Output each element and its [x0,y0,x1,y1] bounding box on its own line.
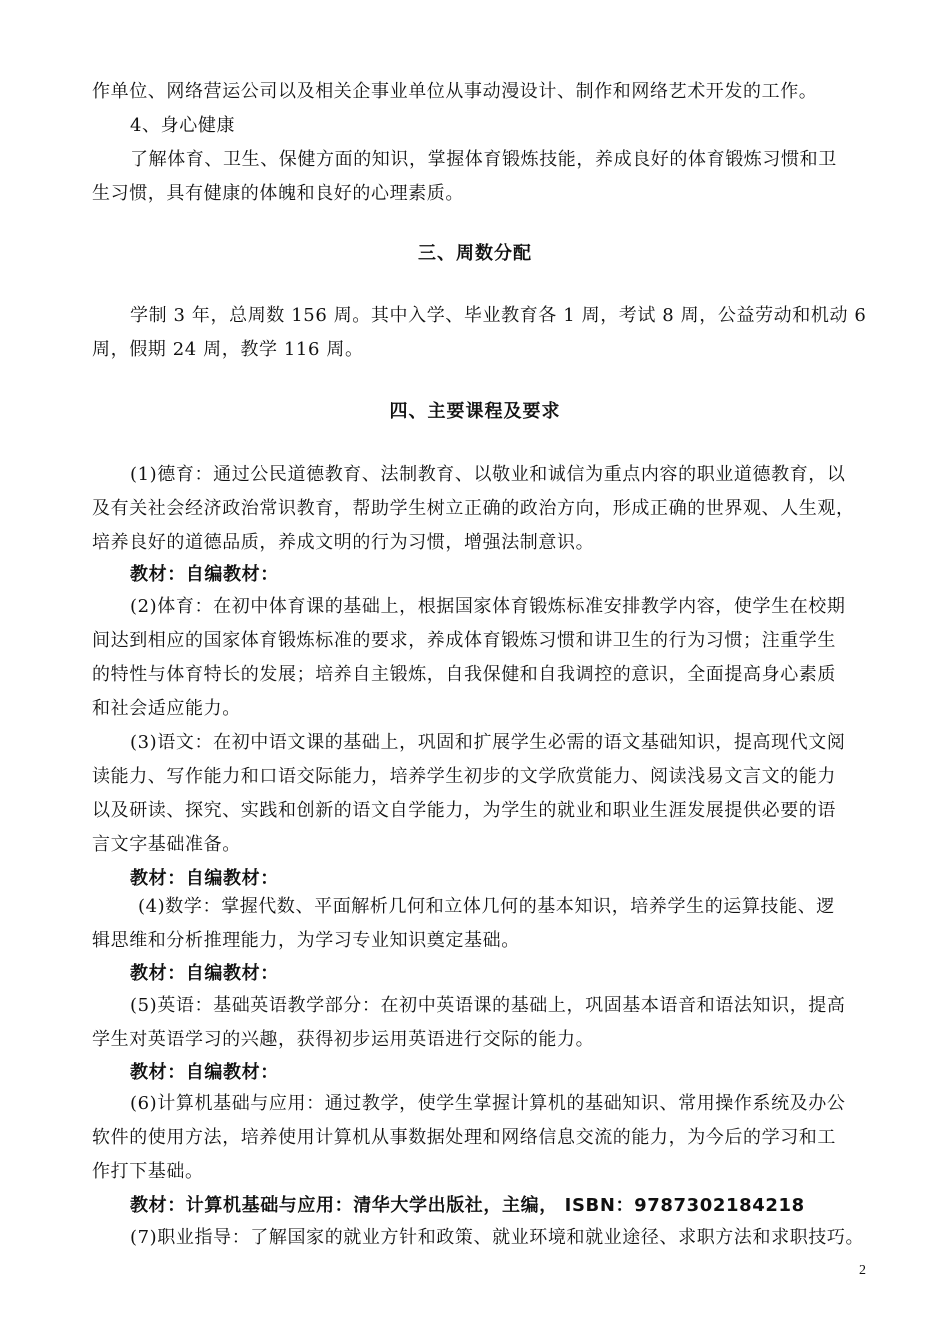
section-heading-courses: 四、主要课程及要求 [389,401,561,422]
course-moral-line: (1)德育：通过公民道德教育、法制教育、以敬业和诚信为重点内容的职业道德教育，以 [130,464,846,485]
page-number: 2 [859,1263,866,1278]
course-english-line: (5)英语：基础英语教学部分：在初中英语课的基础上，巩固基本语音和语法知识，提高 [130,995,846,1016]
course-pe-line: 的特性与体育特长的发展；培养自主锻炼，自我保健和自我调控的意识，全面提高身心素质 [92,664,836,685]
paragraph-line: 了解体育、卫生、保健方面的知识，掌握体育锻炼技能，养成良好的体育锻炼习惯和卫 [130,149,837,170]
course-chinese-line: 以及研读、探究、实践和创新的语文自学能力，为学生的就业和职业生涯发展提供必要的语 [92,800,836,821]
paragraph-line: 周，假期 24 周，教学 116 周。 [92,339,364,360]
course-math-line: (4)数学：掌握代数、平面解析几何和立体几何的基本知识，培养学生的运算技能、逻 [138,896,835,917]
textbook-note: 教材：计算机基础与应用：清华大学出版社，主编， ISBN：9787302184218 [130,1195,805,1216]
course-pe-line: 和社会适应能力。 [92,698,241,719]
subsection-title: 4、身心健康 [130,115,236,136]
textbook-note: 教材：自编教材： [130,963,279,984]
course-chinese-line: 言文字基础准备。 [92,834,241,855]
course-computer-line: 作打下基础。 [92,1161,204,1182]
course-computer-line: (6)计算机基础与应用：通过教学，使学生掌握计算机的基础知识、常用操作系统及办公 [130,1093,846,1114]
course-pe-line: (2)体育：在初中体育课的基础上，根据国家体育锻炼标准安排教学内容，使学生在校期 [130,596,846,617]
course-chinese-line: 读能力、写作能力和口语交际能力，培养学生初步的文学欣赏能力、阅读浅易文言文的能力 [92,766,836,787]
course-computer-line: 软件的使用方法，培养使用计算机从事数据处理和网络信息交流的能力，为今后的学习和工 [92,1127,836,1148]
textbook-note: 教材：自编教材： [130,564,279,585]
paragraph-line: 生习惯，具有健康的体魄和良好的心理素质。 [92,183,464,204]
course-english-line: 学生对英语学习的兴趣，获得初步运用英语进行交际的能力。 [92,1029,595,1050]
course-moral-line: 培养良好的道德品质，养成文明的行为习惯，增强法制意识。 [92,532,595,553]
course-career-line: (7)职业指导：了解国家的就业方针和政策、就业环境和就业途径、求职方法和求职技巧。 [130,1227,865,1248]
paragraph-line: 作单位、网络营运公司以及相关企事业单位从事动漫设计、制作和网络艺术开发的工作。 [92,81,818,102]
course-math-line: 辑思维和分析推理能力，为学习专业知识奠定基础。 [92,930,520,951]
course-chinese-line: (3)语文：在初中语文课的基础上，巩固和扩展学生必需的语文基础知识，提高现代文阅 [130,732,846,753]
paragraph-line: 学制 3 年，总周数 156 周。其中入学、毕业教育各 1 周，考试 8 周，公益劳动和机动 6 [130,305,867,326]
textbook-note: 教材：自编教材： [130,868,279,889]
course-moral-line: 及有关社会经济政治常识教育，帮助学生树立正确的政治方向，形成正确的世界观、人生观， [92,498,855,519]
course-pe-line: 间达到相应的国家体育锻炼标准的要求，养成体育锻炼习惯和讲卫生的行为习惯；注重学生 [92,630,836,651]
section-heading-weeks: 三、周数分配 [418,243,532,264]
textbook-note: 教材：自编教材： [130,1062,279,1083]
